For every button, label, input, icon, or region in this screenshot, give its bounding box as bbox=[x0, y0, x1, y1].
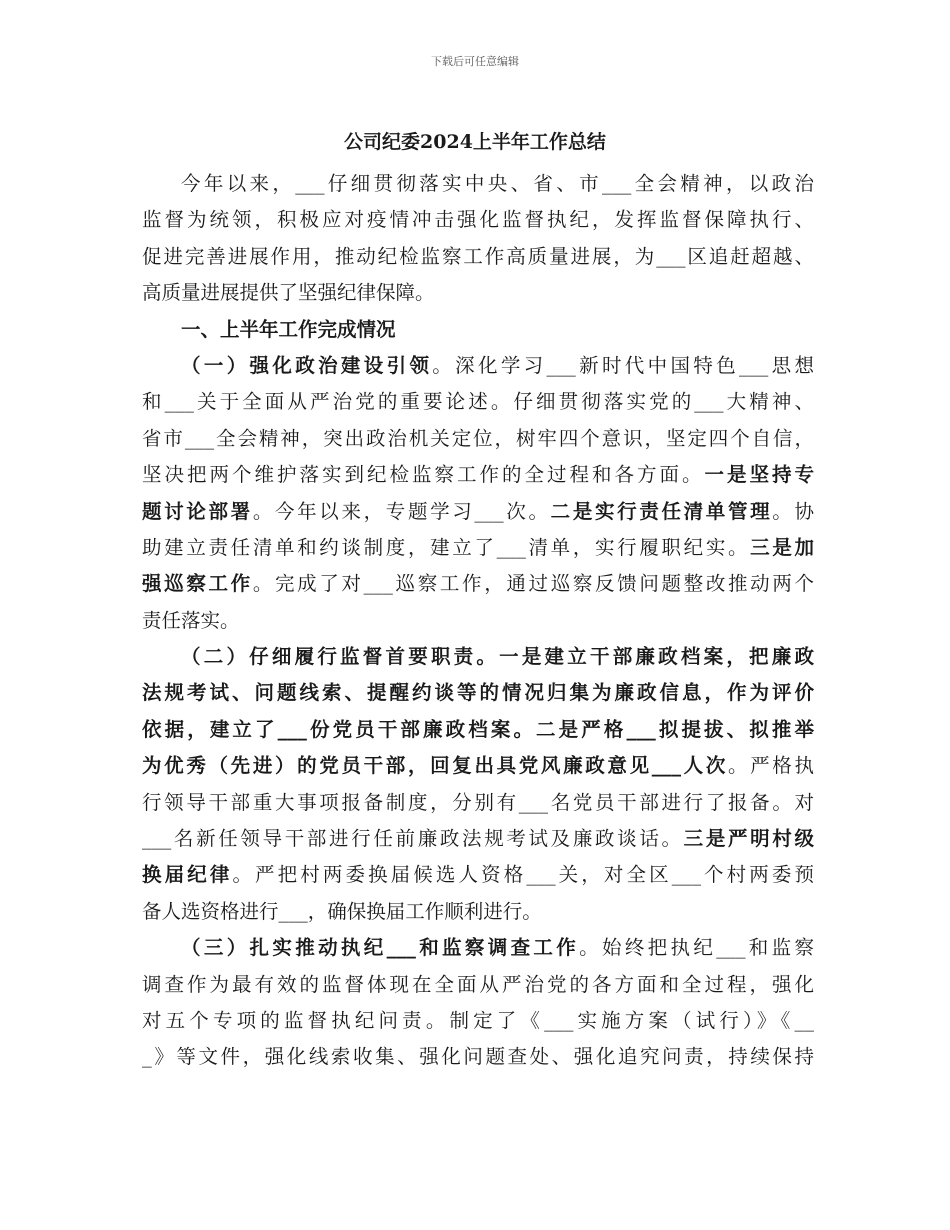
text-line bbox=[142, 712, 814, 748]
text-line bbox=[142, 166, 814, 202]
text-run: （一）强化政治建设引领 bbox=[181, 353, 433, 377]
document-title: 公司纪委2024上半年工作总结 bbox=[344, 131, 606, 153]
text-run: 高质量进展提供了坚强纪律保障。 bbox=[142, 281, 435, 305]
header-note: 下载后可任意编辑 bbox=[431, 55, 519, 68]
text-run: 促进完善进展作用，推动纪检监察工作高质量进展，为___区追赶超越、 bbox=[142, 244, 814, 268]
text-run: 。严格执 bbox=[727, 754, 814, 778]
text-line bbox=[142, 821, 814, 857]
text-run: 为优秀（先进）的党员干部，回复出具党风廉政意见___人次 bbox=[142, 754, 728, 778]
text-line bbox=[142, 239, 814, 275]
text-line bbox=[142, 603, 814, 639]
text-line bbox=[142, 348, 814, 384]
text-line bbox=[142, 457, 814, 493]
text-line bbox=[142, 202, 814, 238]
text-run: 三是严明村级 bbox=[683, 827, 814, 851]
text-run: 一、上半年工作完成情况 bbox=[181, 317, 396, 341]
text-line bbox=[142, 1003, 814, 1039]
text-line bbox=[142, 857, 814, 893]
text-run: 依据，建立了___份党员干部廉政档案。二是严格___拟提拔、拟推举 bbox=[142, 717, 814, 741]
text-line bbox=[142, 675, 814, 711]
text-line bbox=[142, 785, 814, 821]
section-heading bbox=[142, 312, 814, 348]
text-line bbox=[142, 1039, 814, 1075]
text-line bbox=[142, 930, 814, 966]
text-run: 。完成了对___巡察工作，通过巡察反馈问题整改推动两个 bbox=[252, 572, 814, 596]
text-run: 。始终把执纪___和监察 bbox=[579, 936, 814, 960]
text-run: 二是实行责任清单管理 bbox=[550, 499, 773, 523]
text-line bbox=[142, 275, 814, 311]
text-line bbox=[142, 894, 814, 930]
text-run: 调查作为最有效的监督体现在全面从严治党的各方面和全过程，强化 bbox=[142, 972, 814, 996]
text-run: 备人选资格进行___，确保换届工作顺利进行。 bbox=[142, 899, 542, 923]
text-run: 责任落实。 bbox=[142, 608, 240, 632]
text-run: 和___关于全面从严治党的重要论述。仔细贯彻落实党的___大精神、 bbox=[142, 390, 814, 414]
text-run: ___名新任领导干部进行任前廉政法规考试及廉政谈话。 bbox=[142, 827, 684, 851]
text-run: _》等文件，强化线索收集、强化问题查处、强化追究问责，持续保持 bbox=[142, 1045, 814, 1069]
text-run: 。深化学习___新时代中国特色___思想 bbox=[432, 353, 814, 377]
document-body bbox=[142, 166, 814, 1076]
text-line bbox=[142, 494, 814, 530]
text-line bbox=[142, 530, 814, 566]
text-line bbox=[142, 967, 814, 1003]
text-line bbox=[142, 566, 814, 602]
text-run: 省市___全会精神，突出政治机关定位，树牢四个意识，坚定四个自信， bbox=[142, 426, 814, 450]
text-run: （三）扎实推动执纪___和监察调查工作 bbox=[181, 936, 580, 960]
text-run: 题讨论部署 bbox=[142, 499, 253, 523]
text-run: 坚决把两个维护落实到纪检监察工作的全过程和各方面。 bbox=[142, 463, 705, 487]
text-run: 对五个专项的监督执纪问责。制定了《___实施方案（试行）》《__ bbox=[142, 1008, 814, 1032]
text-run: 法规考试、问题线索、提醒约谈等的情况归集为廉政信息，作为评价 bbox=[142, 681, 814, 705]
text-run: 强巡察工作 bbox=[142, 572, 253, 596]
text-run: 。今年以来，专题学习___次。 bbox=[252, 499, 551, 523]
text-run: 换届纪律 bbox=[142, 863, 233, 887]
text-run: 助建立责任清单和约谈制度，建立了___清单，实行履职纪实。 bbox=[142, 535, 751, 559]
text-run: 行领导干部重大事项报备制度，分别有___名党员干部进行了报备。对 bbox=[142, 790, 814, 814]
text-run: 今年以来，___仔细贯彻落实中央、省、市___全会精神，以政治 bbox=[181, 172, 814, 195]
text-run: 监督为统领，积极应对疫情冲击强化监督执纪，发挥监督保障执行、 bbox=[142, 208, 814, 232]
text-line bbox=[142, 384, 814, 420]
text-line bbox=[142, 748, 814, 784]
text-run: 一是坚持专 bbox=[704, 463, 814, 487]
text-line bbox=[142, 421, 814, 457]
text-run: 。协 bbox=[772, 499, 814, 523]
text-line bbox=[142, 639, 814, 675]
text-run: （二）仔细履行监督首要职责。一是建立干部廉政档案，把廉政 bbox=[181, 645, 814, 669]
text-run: 三是加 bbox=[750, 535, 814, 559]
text-run: 。严把村两委换届候选人资格___关，对全区___个村两委预 bbox=[232, 863, 814, 887]
